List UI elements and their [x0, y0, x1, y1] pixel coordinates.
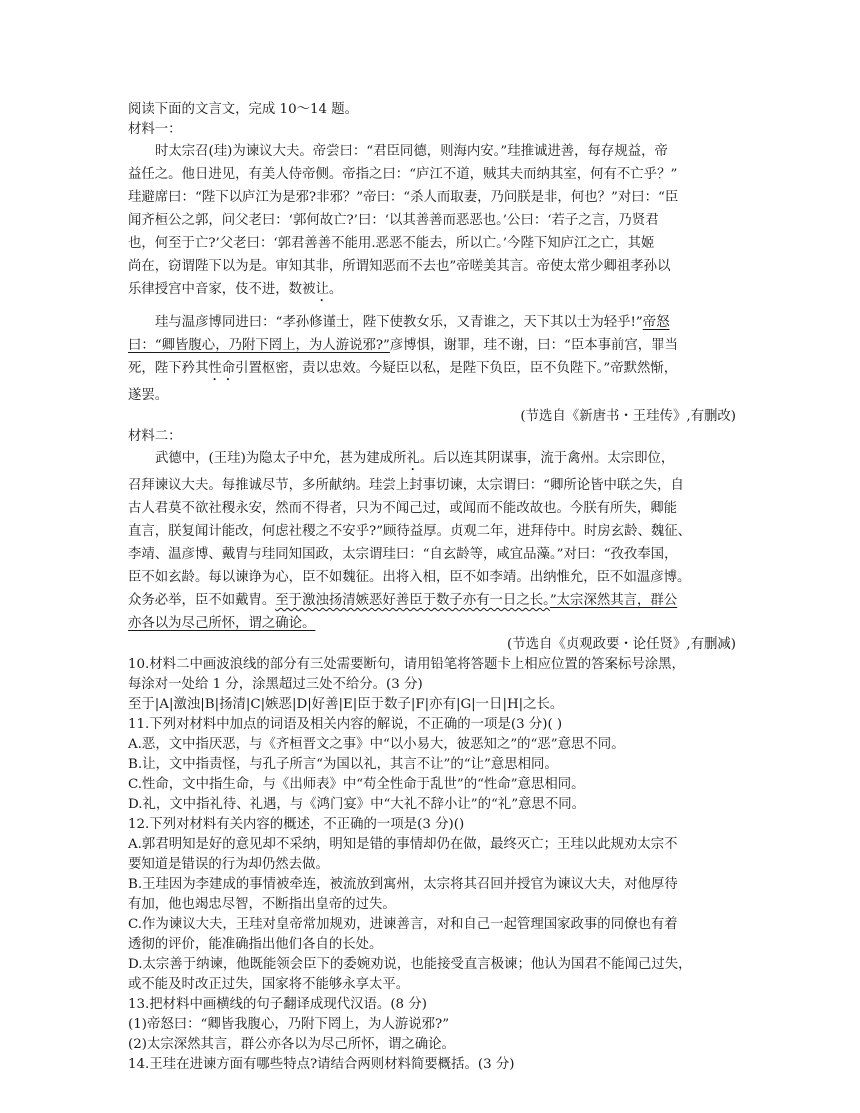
- text-segment: 。后以连其阴谋事，流于禽州。太宗即位，: [419, 451, 675, 466]
- dotted-word-rang: 让: [315, 282, 329, 297]
- question-stem: 13.把材料中画横线的句子翻译成现代汉语。(8 分): [128, 997, 427, 1012]
- material-1-paragraph-1: [128, 140, 736, 305]
- exam-page: [128, 100, 736, 1075]
- text-line: [128, 334, 736, 357]
- text-line: 古人君莫不欲社稷永安，然而不得者，只为不闻己过，或闻而不能改故也。今朕有所失，卿能: [128, 501, 678, 516]
- text-segment: 乐律授宫中音家，伎不进，数被: [128, 282, 316, 297]
- text-segment: 武德中，(王珪)为隐太子中允，甚为建成所: [155, 451, 407, 466]
- option-b: B.让，文中指责怪，与孔子所言“为国以礼，其言不让”的“让”意思相同。: [128, 757, 558, 772]
- option-a: 要知道是错误的行为却仍然去做。: [128, 857, 329, 872]
- text-segment: 众务必举，臣不如戴胄。: [128, 593, 276, 608]
- option-b: B.王珪因为李建成的事情被牵连，被流放到寓州，太宗将其召回并授官为谏议大夫，对他厚待: [128, 877, 678, 892]
- dotted-word-li: 礼: [406, 451, 420, 466]
- dotted-word-ming: 命: [221, 361, 236, 376]
- underlined-sentence-2: ”太宗深然其言，群公: [549, 593, 678, 608]
- sentence-2: (2)太宗深然其言，群公亦各以为尽己所怀，谓之确论。: [128, 1037, 455, 1052]
- text-line: 臣不如玄龄。每以谏诤为心，臣不如魏征。出将入相，臣不如李靖。出纳惟允，臣不如温彦博。: [128, 570, 691, 585]
- text-line: 尚在，窃谓陛下以为是。审知其非，所谓知恶而不去也”帝嗟美其言。帝使太常少卿祖孝孙以: [128, 259, 671, 274]
- text-line: 珪避席曰：“陛下以庐江为是邪?非邪？”帝曰：“杀人而取妻，乃问朕是非，何也？”对曰：“臣: [128, 190, 679, 205]
- text-line: [128, 612, 736, 635]
- question-13: [128, 995, 736, 1055]
- text-segment: 。: [328, 282, 343, 297]
- underlined-sentence-1: 曰：“卿皆腹心，乃附下罔上，为人游说邪?”: [128, 338, 390, 353]
- option-d: 或不能及时改正过失，国家将不能够永享太平。: [128, 977, 410, 992]
- question-stem: 12.下列对材料有关内容的概述，不正确的一项是(3 分)(): [128, 817, 465, 832]
- option-c: 透彻的评价，能准确指出他们各自的长处。: [128, 937, 383, 952]
- text-line: 闻齐桓公之郭，问父老曰：‘郭何故亡?’曰：‘以其善善而恶恶也。’公曰：‘若子之言，乃贤君: [128, 213, 659, 228]
- option-d: D.礼，文中指礼待、礼遇，与《鸿门宴》中“大礼不辞小让”的“礼”意思不同。: [128, 797, 586, 812]
- underlined-sentence-1: 帝怒: [642, 315, 670, 330]
- text-segment: 死，陛下矜其: [128, 361, 209, 376]
- text-line: 直言，朕复闻计能改，何虑社稷之不安乎?”顾待益厚。贞观二年，进拜侍中。时房玄龄、魏征、: [128, 524, 692, 539]
- option-d: D.太宗善于纳谏，他既能领会臣下的委婉劝说，也能接受直言极谏；他认为国君不能闻己过失，: [128, 957, 692, 972]
- text-line: 时太宗召(珪)为谏议大夫。帝尝曰：“君臣同德，则海内安。”珪推诚进善，每存规益，帝: [155, 144, 668, 159]
- material-1-source: (节选自《新唐书・王珪传》,有删改): [520, 409, 736, 424]
- question-14: [128, 1055, 736, 1075]
- text-segment: 引置枢密，责以忠效。今疑臣以私，是陛下负臣，臣不负陛下。”帝默然惭，: [235, 361, 678, 376]
- question-stem: 11.下列对材料中加点的词语及相关内容的解说，不正确的一项是(3 分)( ): [128, 717, 563, 732]
- material-1-paragraph-2: [128, 311, 736, 407]
- text-line: 遂罢。: [128, 388, 169, 403]
- text-segment: 彦博惧，谢罪，珪不谢，曰：“臣本事前宫，罪当: [389, 338, 678, 353]
- question-12: [128, 815, 736, 995]
- option-c: C.作为谏议大夫，王珪对皇帝常加规劝，进谏善言，对和自己一起管理国家政事的同僚也有着: [128, 917, 678, 932]
- passage-intro: 阅读下面的文言文，完成 10～14 题。: [128, 102, 359, 117]
- dotted-word-xing: 性: [208, 361, 222, 376]
- text-line: [128, 357, 736, 384]
- underlined-sentence-2: 亦各以为尽己所怀，谓之确论。: [128, 616, 316, 631]
- question-stem: 14.王珪在进谏方面有哪些特点?请结合两则材料简要概括。(3 分): [128, 1057, 515, 1072]
- text-line: 召拜谏议大夫。每推诚尽节，多所献纳。珪尝上封事切谏，太宗谓曰：“卿所论皆中联之失，自: [128, 478, 684, 493]
- material-2-paragraph: [128, 447, 736, 635]
- material-2-heading: 材料二：: [128, 429, 182, 444]
- option-c: C.性命，文中指生命，与《出师表》中“苟全性命于乱世”的“性命”意思相同。: [128, 777, 585, 792]
- material-2-source: (节选自《贞观政要・论任贤》,有删减): [507, 637, 736, 652]
- question-text: 至于|A|激浊|B|扬清|C|嫉恶|D|好善|E|臣于数子|F|亦有|G|一日|H|之长。: [128, 697, 564, 712]
- sentence-1: (1)帝怒曰：“卿皆我腹心，乃附下罔上，为人游说邪?”: [128, 1017, 450, 1032]
- text-segment: 珪与温彦博同进曰：“孝孙修谨士，陛下使教女乐，又青谁之，天下其以士为轻乎!”: [155, 315, 643, 330]
- material-1-heading: 材料一：: [128, 122, 182, 137]
- text-line: 益任之。他日进见，有美人侍帝侧。帝指之曰：“庐江不道，贼其夫而纳其室，何有不亡乎？”: [128, 167, 678, 182]
- wavy-underlined-sentence: 至于激浊扬清嫉恶好善臣于数子亦有一日之长。: [275, 593, 550, 608]
- question-text: 10.材料二中画波浪线的部分有三处需要断句，请用铅笔将答题卡上相应位置的答案标号涂黑，: [128, 657, 685, 672]
- text-line: [128, 278, 736, 305]
- text-line: [128, 311, 736, 334]
- text-line: [128, 589, 736, 612]
- text-line: 李靖、温彦博、戴胄与珪同知国政，太宗谓珪曰：“自玄龄等，咸宜品藻。”对曰：“孜孜奉国，: [128, 547, 678, 562]
- text-line: [128, 447, 736, 474]
- option-b: 有加，他也竭忠尽智，不断指出皇帝的过失。: [128, 897, 396, 912]
- option-a: A.恶，文中指厌恶，与《齐桓晋文之事》中“以小易大，彼恶知之”的“恶”意思不同。: [128, 737, 625, 752]
- option-a: A.郭君明知是好的意见却不采纳，明知是错的事情却仍在做，最终灭亡；王珪以此规劝太宗不: [128, 837, 678, 852]
- question-10: [128, 655, 736, 715]
- question-text: 每涂对一处给 1 分，涂黑超过三处不给分。(3 分): [128, 677, 423, 692]
- text-line: 也，何至于亡?’父老曰：‘郭君善善不能用.恶恶不能去，所以亡。’今陛下知庐江之亡，其姬: [128, 236, 655, 251]
- question-11: [128, 715, 736, 815]
